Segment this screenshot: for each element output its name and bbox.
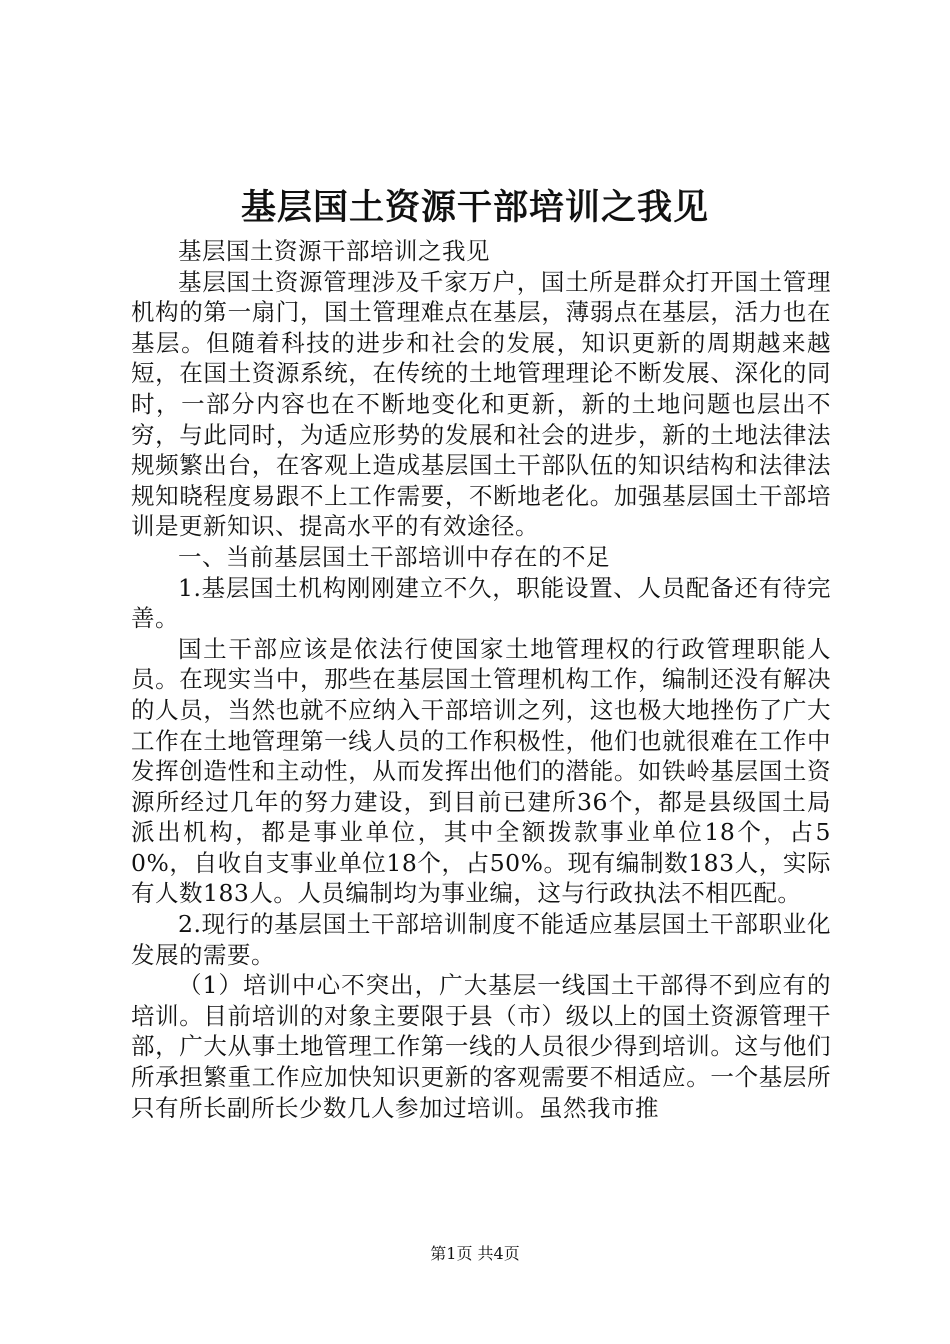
section-heading-1: 一、当前基层国土干部培训中存在的不足	[178, 542, 610, 571]
paragraph-point-1: 1.基层国土机构刚刚建立不久，职能设置、人员配备还有待完善。	[131, 573, 831, 633]
paragraph-subpoint-1: （1）培训中心不突出，广大基层一线国土干部得不到应有的培训。目前培训的对象主要限于县（市）级以上的国土资源管理干部，广大从事土地管理工作第一线的人员很少得到培训。这与他们所承担繁重工作应加快知识更新的客观需要不相适应。一个基层所只有所长副所长少数几人参加过培训。虽然我市推	[131, 971, 831, 1122]
page-total: 共4页	[477, 1244, 520, 1263]
paragraph-subtitle: 基层国土资源干部培训之我见	[178, 237, 490, 265]
document-body	[131, 236, 831, 1123]
paragraph-intro: 基层国土资源管理涉及千家万户，国土所是群众打开国土管理机构的第一扇门，国土管理难点在基层，薄弱点在基层，活力也在基层。但随着科技的进步和社会的发展，知识更新的周期越来越短，在国土资源系统，在传统的土地管理理论不断发展、深化的同时，一部分内容也在不断地变化和更新，新的土地问题也层出不穷，与此同时，为适应形势的发展和社会的进步，新的土地法律法规频繁出台，在客观上造成基层国土干部队伍的知识结构和法律法规知晓程度易跟不上工作需要，不断地老化。加强基层国土干部培训是更新知识、提高水平的有效途径。	[131, 267, 831, 541]
page-number: 第1页	[430, 1244, 473, 1263]
paragraph-point-2: 2.现行的基层国土干部培训制度不能适应基层国土干部职业化发展的需要。	[131, 910, 831, 969]
document-title: 基层国土资源干部培训之我见	[240, 187, 709, 228]
paragraph-body-1: 国土干部应该是依法行使国家土地管理权的行政管理职能人员。在现实当中，那些在基层国土管理机构工作，编制还没有解决的人员，当然也就不应纳入干部培训之列，这也极大地挫伤了广大工作在土地管理第一线人员的工作积极性，他们也就很难在工作中发挥创造性和主动性，从而发挥出他们的潜能。如铁岭基层国土资源所经过几年的努力建设，到目前已建所36个，都是县级国土局派出机构，都是事业单位，其中全额拨款事业单位18个，占50%，自收自支事业单位18个，占50%。现有编制数183人，实际有人数183人。人员编制均为事业编，这与行政执法不相匹配。	[131, 634, 831, 908]
page-footer	[0, 1243, 950, 1265]
